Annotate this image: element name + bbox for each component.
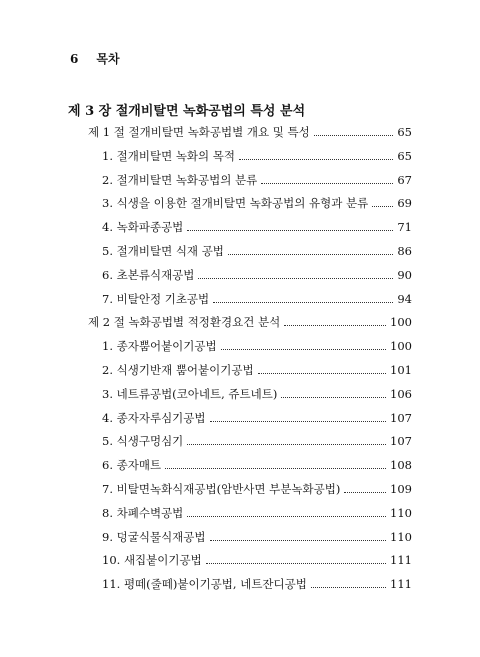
toc-page-number: 90 [397, 267, 412, 282]
toc-page-number: 67 [397, 172, 412, 187]
toc-label: 4. 종자자루심기공법 [102, 410, 206, 425]
toc-page-number: 111 [390, 577, 412, 592]
toc-page-number: 69 [397, 196, 412, 211]
toc-page-number: 107 [390, 410, 412, 425]
toc-label: 2. 식생기반재 뿜어붙이기공법 [102, 363, 254, 377]
toc-label: 5. 절개비탈면 식재 공법 [102, 244, 224, 258]
toc-item [102, 576, 412, 592]
toc-label: 1. 절개비탈면 녹화의 목적 [102, 148, 236, 163]
toc-item [102, 481, 412, 497]
toc-label: 5. 식생구멍심기 [102, 434, 184, 449]
toc-item [102, 410, 412, 426]
toc-item [102, 529, 412, 545]
toc-item [102, 291, 412, 307]
toc-leader-dots [210, 421, 387, 422]
toc-page-number: 110 [390, 505, 412, 520]
toc-leader-dots [221, 349, 386, 350]
toc-page-number: 107 [390, 434, 412, 449]
toc-leader-dots [372, 206, 393, 207]
toc-item [102, 338, 412, 354]
toc-label: 8. 차폐수벽공법 [102, 505, 184, 520]
toc-section [88, 314, 412, 330]
toc-item [102, 219, 412, 235]
toc-leader-dots [239, 159, 393, 160]
toc-page-number: 109 [390, 482, 412, 496]
toc-page-number: 111 [390, 553, 412, 568]
toc-leader-dots [198, 278, 393, 279]
toc-label: 3. 식생을 이용한 절개비탈면 녹화공법의 유형과 분류 [102, 196, 369, 211]
toc-leader-dots [284, 325, 386, 326]
toc-item [102, 362, 412, 378]
toc-page-number: 110 [390, 529, 412, 544]
page-number: 6 [70, 52, 79, 66]
toc-label: 9. 덩굴식물식재공법 [102, 529, 206, 544]
toc-item [102, 386, 412, 402]
toc-page-number: 65 [397, 125, 412, 139]
toc-label: 6. 초본류식재공법 [102, 267, 195, 282]
toc-page-number: 71 [397, 220, 412, 235]
toc-leader-dots [165, 468, 386, 469]
toc-page-number: 94 [397, 291, 412, 306]
toc-label: 제 1 절 절개비탈면 녹화공법별 개요 및 특성 [88, 125, 310, 139]
toc-item [102, 552, 412, 568]
toc-leader-dots [314, 135, 394, 136]
toc-label: 10. 새집붙이기공법 [102, 553, 202, 568]
toc-section [88, 124, 412, 140]
toc-leader-dots [228, 254, 393, 255]
toc-label: 3. 네트류공법(코아네트, 쥬트네트) [102, 386, 278, 401]
chapter-title: 제 3 장 절개비탈면 녹화공법의 특성 분석 [68, 104, 306, 119]
toc-leader-dots [258, 373, 386, 374]
toc-label: 7. 비탈안정 기초공법 [102, 291, 210, 306]
toc-item [102, 148, 412, 164]
toc-item [102, 195, 412, 211]
toc-label: 6. 종자매트 [102, 458, 162, 473]
toc-leader-dots [206, 563, 386, 564]
toc-leader-dots [210, 540, 387, 541]
toc-label: 2. 절개비탈면 녹화공법의 분류 [102, 172, 258, 187]
toc-item [102, 172, 412, 188]
toc-page-number: 106 [390, 386, 412, 401]
toc-item [102, 433, 412, 449]
toc-item [102, 505, 412, 521]
header-title: 목차 [96, 52, 120, 66]
toc-leader-dots [344, 492, 386, 493]
toc-page-number: 100 [390, 339, 412, 354]
toc-item [102, 243, 412, 259]
page-header [70, 50, 120, 67]
toc-leader-dots [311, 587, 386, 588]
toc-label: 7. 비탈면녹화식재공법(암반사면 부분녹화공법) [102, 482, 341, 496]
toc-label: 1. 종자뿜어붙이기공법 [102, 339, 217, 354]
toc-page-number: 65 [397, 148, 412, 163]
toc-label: 제 2 절 녹화공법별 적정환경요건 분석 [88, 315, 281, 330]
toc-page-number: 86 [397, 244, 412, 258]
toc-item [102, 267, 412, 283]
toc-page-number: 108 [390, 458, 412, 473]
toc-page-number: 100 [390, 315, 412, 330]
toc-label: 11. 평떼(줄떼)붙이기공법, 네트잔디공법 [102, 577, 307, 592]
toc-leader-dots [213, 302, 393, 303]
toc-leader-dots [187, 230, 393, 231]
toc-label: 4. 녹화파종공법 [102, 220, 184, 235]
toc-leader-dots [187, 444, 386, 445]
toc-page-number: 101 [390, 363, 412, 377]
toc-leader-dots [261, 183, 393, 184]
toc-item [102, 457, 412, 473]
toc-leader-dots [281, 397, 386, 398]
toc-leader-dots [187, 516, 386, 517]
